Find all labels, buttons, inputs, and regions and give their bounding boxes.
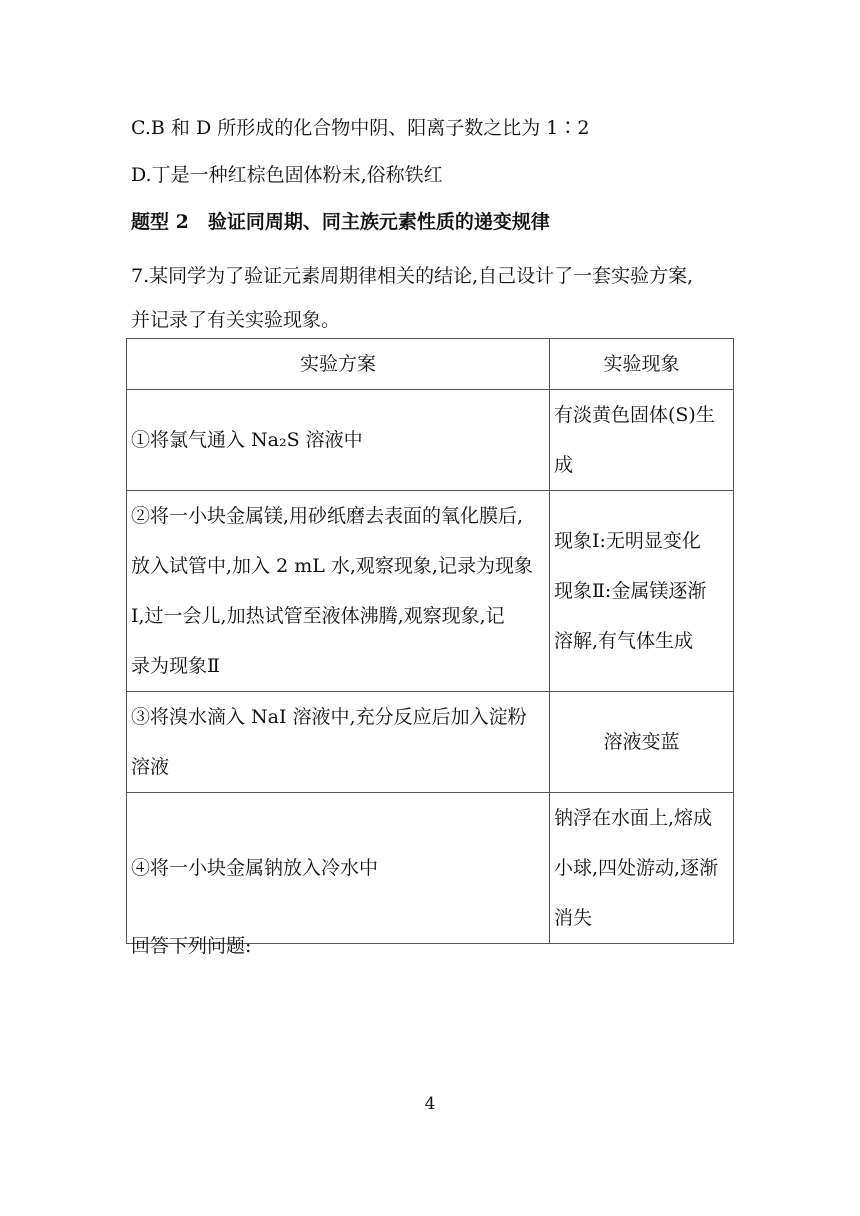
cell-line: 消失 xyxy=(554,907,593,929)
plan-cell xyxy=(127,491,550,692)
cell-line: ④将一小块金属钠放入冷水中 xyxy=(131,857,379,879)
cell-line: ①将氯气通入 Na₂S 溶液中 xyxy=(131,429,363,451)
phenomenon-cell xyxy=(550,692,734,793)
cell-line: 钠浮在水面上,熔成 xyxy=(554,807,713,829)
cell-line: 现象Ⅰ:无明显变化 xyxy=(554,530,701,552)
phenomenon-cell xyxy=(550,390,734,491)
answer-prompt: 回答下列问题: xyxy=(131,935,252,957)
cell-line: ②将一小块金属镁,用砂纸磨去表面的氧化膜后, xyxy=(131,505,524,527)
cell-line: ③将溴水滴入 NaI 溶液中,充分反应后加入淀粉 xyxy=(131,706,527,728)
plan-cell xyxy=(127,390,550,491)
plan-cell xyxy=(127,692,550,793)
table-row xyxy=(127,491,734,692)
cell-line: 小球,四处游动,逐渐 xyxy=(554,857,719,879)
table-header-row xyxy=(127,339,734,390)
cell-line: 录为现象Ⅱ xyxy=(131,655,220,677)
question-7-line-1: 7.某同学为了验证元素周期律相关的结论,自己设计了一套实验方案, xyxy=(131,265,694,287)
phenomenon-cell xyxy=(550,491,734,692)
section-heading: 题型 2 验证同周期、同主族元素性质的递变规律 xyxy=(131,211,550,233)
table-row xyxy=(127,390,734,491)
option-d: D.丁是一种红棕色固体粉末,俗称铁红 xyxy=(131,164,443,186)
header-phenomenon: 实验现象 xyxy=(550,339,734,390)
page-number: 4 xyxy=(424,1094,436,1114)
cell-line: Ⅰ,过一会儿,加热试管至液体沸腾,观察现象,记 xyxy=(131,605,505,627)
cell-line: 现象Ⅱ:金属镁逐渐 xyxy=(554,580,707,602)
table-row xyxy=(127,692,734,793)
cell-line: 有淡黄色固体(S)生 xyxy=(554,404,715,426)
header-plan: 实验方案 xyxy=(127,339,550,390)
option-c: C.B 和 D 所形成的化合物中阴、阳离子数之比为 1∶2 xyxy=(131,117,590,139)
cell-line: 溶解,有气体生成 xyxy=(554,630,694,652)
cell-line: 成 xyxy=(554,454,574,476)
cell-line: 溶液变蓝 xyxy=(603,731,680,753)
question-7-line-2: 并记录了有关实验现象。 xyxy=(131,309,341,331)
phenomenon-cell xyxy=(550,793,734,944)
cell-line: 放入试管中,加入 2 mL 水,观察现象,记录为现象 xyxy=(131,555,533,577)
plan-cell xyxy=(127,793,550,944)
table-row xyxy=(127,793,734,944)
cell-line: 溶液 xyxy=(131,756,170,778)
experiment-table xyxy=(126,338,734,944)
